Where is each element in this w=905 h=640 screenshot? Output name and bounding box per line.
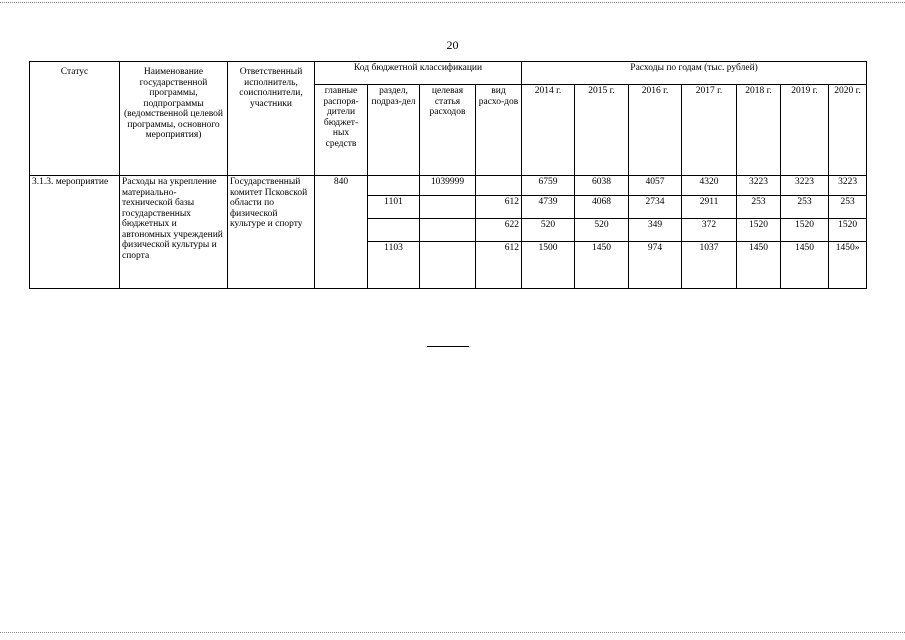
budget-table — [29, 61, 867, 289]
cell-value-2019: 1520 — [781, 219, 829, 242]
cell-value-2014: 6759 — [522, 176, 575, 196]
cell-value-2020: 3223 — [829, 176, 867, 196]
cell-value-2016: 4057 — [629, 176, 682, 196]
header-budget-code: Код бюджетной классификации — [315, 62, 522, 85]
header-row-main — [30, 62, 867, 85]
cell-value-2018: 253 — [737, 196, 781, 219]
header-year-2017: 2017 г. — [682, 85, 737, 176]
entry-responsible: Государственный комитет Псковской области по физической культуре и спорту — [228, 176, 315, 289]
cell-value-2016: 349 — [629, 219, 682, 242]
cell-razdel — [368, 219, 420, 242]
cell-value-2014: 4739 — [522, 196, 575, 219]
cell-razdel: 1103 — [368, 242, 420, 289]
cell-target-article: 1039999 — [420, 176, 476, 196]
cell-value-2019: 3223 — [781, 176, 829, 196]
cell-expense-type: 622 — [476, 219, 522, 242]
cell-target-article — [420, 242, 476, 289]
cell-expense-type: 612 — [476, 196, 522, 219]
top-border-line — [0, 2, 905, 3]
cell-razdel: 1101 — [368, 196, 420, 219]
cell-value-2017: 372 — [682, 219, 737, 242]
header-expense-type: вид расхо-дов — [476, 85, 522, 176]
cell-expense-type — [476, 176, 522, 196]
cell-razdel — [368, 176, 420, 196]
cell-value-2018: 1520 — [737, 219, 781, 242]
header-year-2020: 2020 г. — [829, 85, 867, 176]
cell-value-2020: 1450» — [829, 242, 867, 289]
entry-status: 3.1.3. мероприятие — [30, 176, 120, 289]
cell-value-2018: 3223 — [737, 176, 781, 196]
cell-value-2017: 4320 — [682, 176, 737, 196]
entry-name: Расходы на укрепление материально-технической базы государственных бюджетных и автономных учреждений физической культуры и спорта — [120, 176, 228, 289]
cell-expense-type: 612 — [476, 242, 522, 289]
cell-value-2015: 4068 — [575, 196, 629, 219]
header-status: Статус — [30, 62, 120, 176]
header-target-article: целевая статья расходов — [420, 85, 476, 176]
entry-grbs: 840 — [315, 176, 368, 289]
cell-value-2017: 1037 — [682, 242, 737, 289]
header-name: Наименование государственной программы, подпрограммы (ведомственной целевой программы, основного мероприятия) — [120, 62, 228, 176]
cell-value-2018: 1450 — [737, 242, 781, 289]
cell-value-2014: 1500 — [522, 242, 575, 289]
cell-value-2016: 2734 — [629, 196, 682, 219]
cell-value-2020: 1520 — [829, 219, 867, 242]
bottom-border-line — [0, 632, 905, 633]
cell-value-2016: 974 — [629, 242, 682, 289]
cell-value-2017: 2911 — [682, 196, 737, 219]
page-number: 20 — [446, 38, 459, 52]
header-year-2018: 2018 г. — [737, 85, 781, 176]
cell-value-2020: 253 — [829, 196, 867, 219]
cell-value-2015: 1450 — [575, 242, 629, 289]
cell-target-article — [420, 219, 476, 242]
header-grbs: главные распоря-дители бюджет-ных средств — [315, 85, 368, 176]
cell-value-2015: 6038 — [575, 176, 629, 196]
cell-value-2014: 520 — [522, 219, 575, 242]
header-year-2015: 2015 г. — [575, 85, 629, 176]
cell-target-article — [420, 196, 476, 219]
separator-line — [427, 346, 469, 347]
table-row — [30, 176, 867, 196]
header-expenses: Расходы по годам (тыс. рублей) — [522, 62, 867, 85]
header-responsible: Ответственный исполнитель, соисполнители, участники — [228, 62, 315, 176]
cell-value-2019: 1450 — [781, 242, 829, 289]
header-razdel: раздел, подраз-дел — [368, 85, 420, 176]
cell-value-2015: 520 — [575, 219, 629, 242]
cell-value-2019: 253 — [781, 196, 829, 219]
header-year-2019: 2019 г. — [781, 85, 829, 176]
header-year-2016: 2016 г. — [629, 85, 682, 176]
header-year-2014: 2014 г. — [522, 85, 575, 176]
